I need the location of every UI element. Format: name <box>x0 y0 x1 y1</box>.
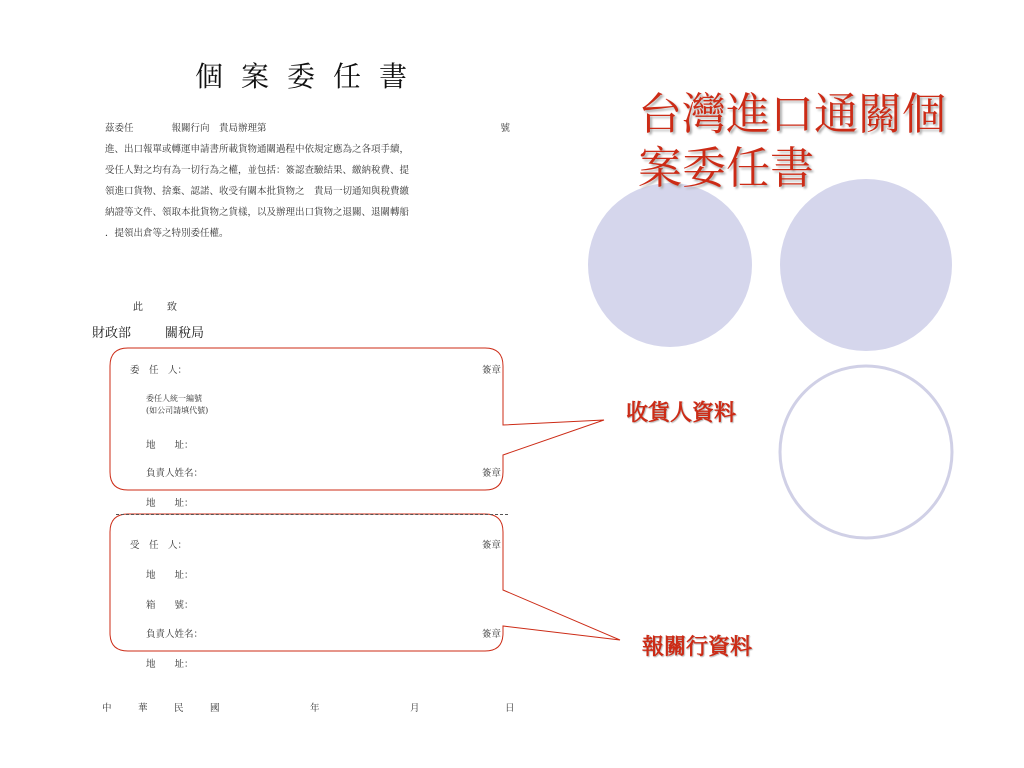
body-line: 納證等文件、領取本批貨物之貨樣，以及辦理出口貨物之退關、退關轉船 <box>105 207 410 218</box>
agent-number: 箱 號： <box>146 600 194 611</box>
body-line: 進、出口報單或轉運申請書所載貨物通關過程中依規定應為之各項手續， <box>105 144 410 155</box>
decor-circle-right <box>780 179 952 351</box>
date-min: 民 <box>174 703 184 714</box>
decor-circle-left <box>588 183 752 347</box>
principal-sign: 簽章 <box>482 365 502 376</box>
slide-title: 台灣進口通關個案委任書 <box>638 89 946 194</box>
callout-consignee-label: 收貨人資料 <box>626 401 737 426</box>
principal-rep-sign: 簽章 <box>482 468 502 479</box>
body-line: 受任人對之均有為一切行為之權，並包括：簽認查驗結果、繳納稅費、提 <box>105 165 410 176</box>
agent-rep-address: 地 址： <box>146 659 194 670</box>
principal-id-label <box>146 393 208 417</box>
agent-rep-name: 負責人姓名： <box>146 629 204 640</box>
agent-label: 受 任 人： <box>130 540 188 551</box>
principal-address: 地 址： <box>146 440 194 451</box>
addressee-ministry: 財政部 <box>92 326 132 341</box>
agent-address: 地 址： <box>146 570 194 581</box>
body-line-1-right: 號 <box>500 123 510 134</box>
principal-rep-address: 地 址： <box>146 498 194 509</box>
date-hua: 華 <box>138 703 148 714</box>
principal-id-label-line2: (如公司請填代號) <box>146 406 209 415</box>
document-body <box>105 118 515 244</box>
date-month: 月 <box>410 703 420 714</box>
decor-circle-mask <box>570 175 588 365</box>
principal-label: 委 任 人： <box>130 365 188 376</box>
body-line: ．提領出倉等之特別委任權。 <box>105 228 229 239</box>
agent-sign: 簽章 <box>482 540 502 551</box>
addressee-bureau: 關稅局 <box>165 326 205 341</box>
callout-broker-label: 報關行資料 <box>642 635 753 660</box>
date-year: 年 <box>310 703 320 714</box>
body-line-1-left: 茲委任 報關行向 貴局辦理第 <box>105 123 267 134</box>
principal-rep-name: 負責人姓名： <box>146 468 204 479</box>
date-guo: 國 <box>210 703 220 714</box>
body-line: 領進口貨物、捨棄、認諾、收受有關本批貨物之 貴局一切通知與稅費繳 <box>105 186 410 197</box>
agent-rep-sign: 簽章 <box>482 629 502 640</box>
document-title: 個案委任書 <box>195 60 426 93</box>
decor-circle-outline <box>780 366 952 538</box>
section-divider <box>116 514 508 515</box>
principal-id-label-line1: 委任人統一編號 <box>146 394 202 403</box>
closing-text: 此致 <box>133 302 201 313</box>
body-line-1 <box>105 118 515 139</box>
date-day: 日 <box>505 703 515 714</box>
addressee <box>92 322 204 341</box>
date-zhong: 中 <box>102 703 112 714</box>
